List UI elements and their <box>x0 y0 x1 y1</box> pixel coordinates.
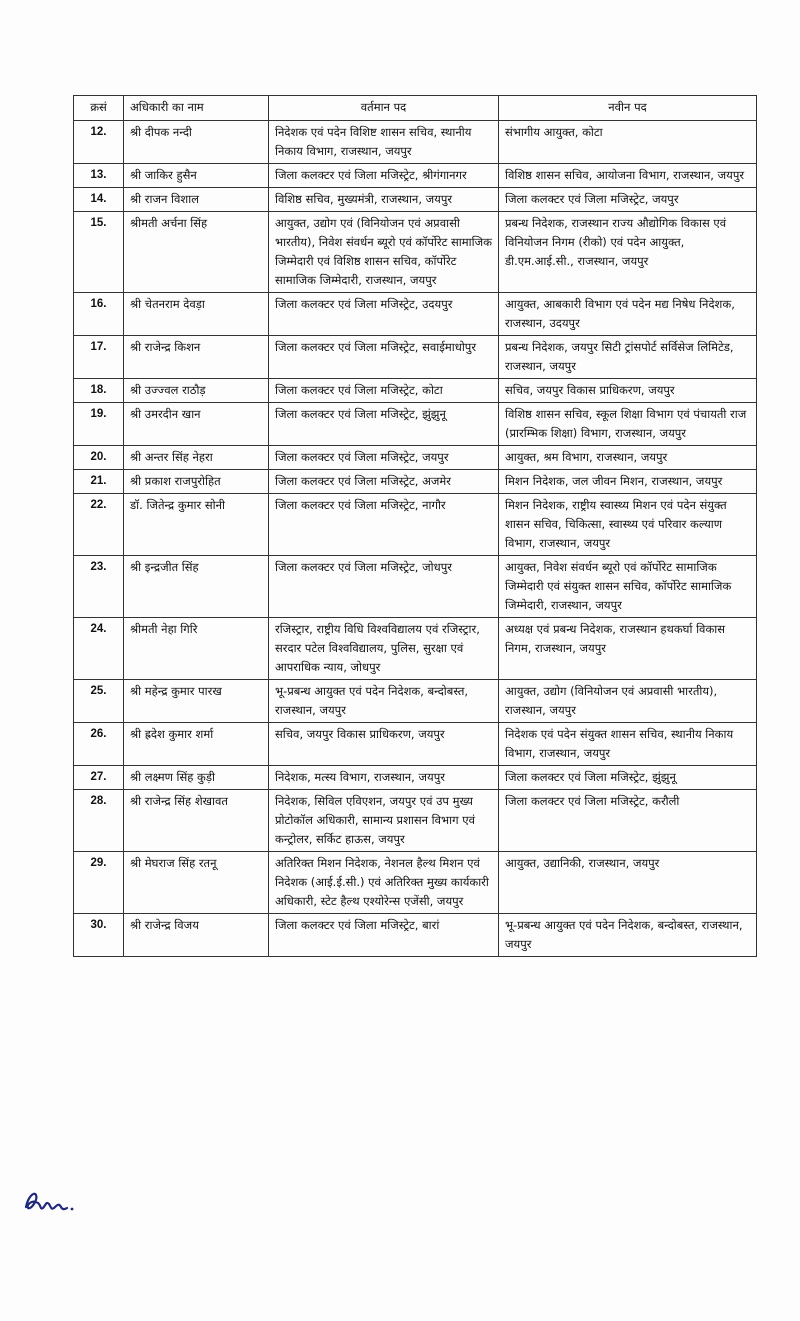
table-row <box>74 556 757 618</box>
serial-number-cell: 22. <box>74 494 124 556</box>
officer-name-cell: श्री राजेन्द्र सिंह शेखावत <box>124 790 269 852</box>
signature-mark <box>22 1183 82 1217</box>
current-post-cell: विशिष्ठ सचिव, मुख्यमंत्री, राजस्थान, जयपुर <box>269 188 499 212</box>
serial-number-cell: 23. <box>74 556 124 618</box>
serial-number-cell: 28. <box>74 790 124 852</box>
new-post-cell: आयुक्त, उद्योग (विनियोजन एवं अप्रवासी भारतीय), राजस्थान, जयपुर <box>499 680 757 723</box>
new-post-cell: आयुक्त, निवेश संवर्धन ब्यूरो एवं कॉर्पोरेट सामाजिक जिम्मेदारी एवं संयुक्त शासन सचिव, कॉर्पोरेट सामाजिक जिम्मेदारी, राजस्थान, जयपुर <box>499 556 757 618</box>
officer-name-cell: श्री चेतनराम देवड़ा <box>124 293 269 336</box>
officer-name-cell: श्री राजेन्द्र विजय <box>124 914 269 957</box>
serial-number-cell: 21. <box>74 470 124 494</box>
officer-name-cell: श्री लक्ष्मण सिंह कुड़ी <box>124 766 269 790</box>
serial-number-cell: 17. <box>74 336 124 379</box>
header-serial-number: क्रसं <box>74 96 124 121</box>
header-officer-name: अधिकारी का नाम <box>124 96 269 121</box>
officer-name-cell: श्री ह्रदेश कुमार शर्मा <box>124 723 269 766</box>
serial-number-cell: 12. <box>74 121 124 164</box>
table-row <box>74 618 757 680</box>
officer-name-cell: श्री राजन विशाल <box>124 188 269 212</box>
serial-number-cell: 26. <box>74 723 124 766</box>
officer-name-cell: श्री अन्तर सिंह नेहरा <box>124 446 269 470</box>
current-post-cell: जिला कलक्टर एवं जिला मजिस्ट्रेट, उदयपुर <box>269 293 499 336</box>
current-post-cell: अतिरिक्त मिशन निदेशक, नेशनल हैल्थ मिशन एवं निदेशक (आई.ई.सी.) एवं अतिरिक्त मुख्य कार्यकारी अधिकारी, स्टेट हैल्थ एश्योरेन्स एजेंसी, जयपुर <box>269 852 499 914</box>
serial-number-cell: 25. <box>74 680 124 723</box>
new-post-cell: प्रबन्ध निदेशक, राजस्थान राज्य औद्योगिक विकास एवं विनियोजन निगम (रीको) एवं पदेन आयुक्त, डी.एम.आई.सी., राजस्थान, जयपुर <box>499 212 757 293</box>
current-post-cell: सचिव, जयपुर विकास प्राधिकरण, जयपुर <box>269 723 499 766</box>
table-row <box>74 293 757 336</box>
officer-name-cell: श्री प्रकाश राजपुरोहित <box>124 470 269 494</box>
table-row <box>74 336 757 379</box>
officer-name-cell: डॉ. जितेन्द्र कुमार सोनी <box>124 494 269 556</box>
current-post-cell: जिला कलक्टर एवं जिला मजिस्ट्रेट, कोटा <box>269 379 499 403</box>
officer-name-cell: श्री दीपक नन्दी <box>124 121 269 164</box>
table-row <box>74 212 757 293</box>
header-row <box>74 96 757 121</box>
officer-name-cell: श्रीमती नेहा गिरि <box>124 618 269 680</box>
current-post-cell: निदेशक, मत्स्य विभाग, राजस्थान, जयपुर <box>269 766 499 790</box>
officer-name-cell: श्रीमती अर्चना सिंह <box>124 212 269 293</box>
officer-name-cell: श्री उमरदीन खान <box>124 403 269 446</box>
current-post-cell: जिला कलक्टर एवं जिला मजिस्ट्रेट, जयपुर <box>269 446 499 470</box>
serial-number-cell: 18. <box>74 379 124 403</box>
current-post-cell: जिला कलक्टर एवं जिला मजिस्ट्रेट, झुंझुनू <box>269 403 499 446</box>
officer-name-cell: श्री इन्द्रजीत सिंह <box>124 556 269 618</box>
table-row <box>74 914 757 957</box>
serial-number-cell: 13. <box>74 164 124 188</box>
current-post-cell: जिला कलक्टर एवं जिला मजिस्ट्रेट, अजमेर <box>269 470 499 494</box>
serial-number-cell: 24. <box>74 618 124 680</box>
new-post-cell: आयुक्त, उद्यानिकी, राजस्थान, जयपुर <box>499 852 757 914</box>
new-post-cell: निदेशक एवं पदेन संयुक्त शासन सचिव, स्थानीय निकाय विभाग, राजस्थान, जयपुर <box>499 723 757 766</box>
new-post-cell: मिशन निदेशक, जल जीवन मिशन, राजस्थान, जयपुर <box>499 470 757 494</box>
table-row <box>74 379 757 403</box>
serial-number-cell: 20. <box>74 446 124 470</box>
serial-number-cell: 30. <box>74 914 124 957</box>
transfer-table <box>73 95 757 957</box>
new-post-cell: जिला कलक्टर एवं जिला मजिस्ट्रेट, करौली <box>499 790 757 852</box>
table-row <box>74 188 757 212</box>
officer-name-cell: श्री महेन्द्र कुमार पारख <box>124 680 269 723</box>
new-post-cell: विशिष्ठ शासन सचिव, आयोजना विभाग, राजस्थान, जयपुर <box>499 164 757 188</box>
current-post-cell: आयुक्त, उद्योग एवं (विनियोजन एवं अप्रवासी भारतीय), निवेश संवर्धन ब्यूरो एवं कॉर्पोरेट सामाजिक जिम्मेदारी एवं विशिष्ठ शासन सचिव, कॉर्पोरेट सामाजिक जिम्मेदारी, राजस्थान, जयपुर <box>269 212 499 293</box>
serial-number-cell: 16. <box>74 293 124 336</box>
table-row <box>74 766 757 790</box>
table-row <box>74 723 757 766</box>
new-post-cell: मिशन निदेशक, राष्ट्रीय स्वास्थ्य मिशन एवं पदेन संयुक्त शासन सचिव, चिकित्सा, स्वास्थ्य एवं परिवार कल्याण विभाग, राजस्थान, जयपुर <box>499 494 757 556</box>
table-body <box>74 121 757 957</box>
new-post-cell: जिला कलक्टर एवं जिला मजिस्ट्रेट, झुंझुनू <box>499 766 757 790</box>
new-post-cell: आयुक्त, आबकारी विभाग एवं पदेन मद्य निषेध निदेशक, राजस्थान, उदयपुर <box>499 293 757 336</box>
serial-number-cell: 27. <box>74 766 124 790</box>
table-row <box>74 164 757 188</box>
table-row <box>74 403 757 446</box>
new-post-cell: संभागीय आयुक्त, कोटा <box>499 121 757 164</box>
serial-number-cell: 15. <box>74 212 124 293</box>
new-post-cell: विशिष्ठ शासन सचिव, स्कूल शिक्षा विभाग एवं पंचायती राज (प्रारम्भिक शिक्षा) विभाग, राजस्थान, जयपुर <box>499 403 757 446</box>
current-post-cell: निदेशक एवं पदेन विशिष्ट शासन सचिव, स्थानीय निकाय विभाग, राजस्थान, जयपुर <box>269 121 499 164</box>
officer-name-cell: श्री उज्ज्वल राठौड़ <box>124 379 269 403</box>
serial-number-cell: 29. <box>74 852 124 914</box>
officer-name-cell: श्री जाकिर हुसैन <box>124 164 269 188</box>
table-row <box>74 494 757 556</box>
current-post-cell: जिला कलक्टर एवं जिला मजिस्ट्रेट, श्रीगंगानगर <box>269 164 499 188</box>
table-row <box>74 852 757 914</box>
table-row <box>74 470 757 494</box>
current-post-cell: जिला कलक्टर एवं जिला मजिस्ट्रेट, बारां <box>269 914 499 957</box>
current-post-cell: रजिस्ट्रार, राष्ट्रीय विधि विश्वविद्यालय एवं रजिस्ट्रार, सरदार पटेल विश्वविद्यालय, पुलिस, सुरक्षा एवं आपराधिक न्याय, जोधपुर <box>269 618 499 680</box>
table-row <box>74 121 757 164</box>
current-post-cell: जिला कलक्टर एवं जिला मजिस्ट्रेट, सवाईमाधोपुर <box>269 336 499 379</box>
serial-number-cell: 14. <box>74 188 124 212</box>
current-post-cell: जिला कलक्टर एवं जिला मजिस्ट्रेट, जोधपुर <box>269 556 499 618</box>
header-current-post: वर्तमान पद <box>269 96 499 121</box>
new-post-cell: भू-प्रबन्ध आयुक्त एवं पदेन निदेशक, बन्दोबस्त, राजस्थान, जयपुर <box>499 914 757 957</box>
table-header <box>74 96 757 121</box>
officer-name-cell: श्री मेघराज सिंह रतनू <box>124 852 269 914</box>
new-post-cell: अध्यक्ष एवं प्रबन्ध निदेशक, राजस्थान हथकर्घा विकास निगम, राजस्थान, जयपुर <box>499 618 757 680</box>
table-row <box>74 790 757 852</box>
table-row <box>74 680 757 723</box>
new-post-cell: आयुक्त, श्रम विभाग, राजस्थान, जयपुर <box>499 446 757 470</box>
new-post-cell: सचिव, जयपुर विकास प्राधिकरण, जयपुर <box>499 379 757 403</box>
current-post-cell: भू-प्रबन्ध आयुक्त एवं पदेन निदेशक, बन्दोबस्त, राजस्थान, जयपुर <box>269 680 499 723</box>
new-post-cell: प्रबन्ध निदेशक, जयपुर सिटी ट्रांसपोर्ट सर्विसेज लिमिटेड, राजस्थान, जयपुर <box>499 336 757 379</box>
header-new-post: नवीन पद <box>499 96 757 121</box>
table-row <box>74 446 757 470</box>
new-post-cell: जिला कलक्टर एवं जिला मजिस्ट्रेट, जयपुर <box>499 188 757 212</box>
serial-number-cell: 19. <box>74 403 124 446</box>
current-post-cell: जिला कलक्टर एवं जिला मजिस्ट्रेट, नागौर <box>269 494 499 556</box>
current-post-cell: निदेशक, सिविल एविएशन, जयपुर एवं उप मुख्य प्रोटोकॉल अधिकारी, सामान्य प्रशासन विभाग एवं कन्ट्रोलर, सर्किट हाऊस, जयपुर <box>269 790 499 852</box>
officer-name-cell: श्री राजेन्द्र किशन <box>124 336 269 379</box>
